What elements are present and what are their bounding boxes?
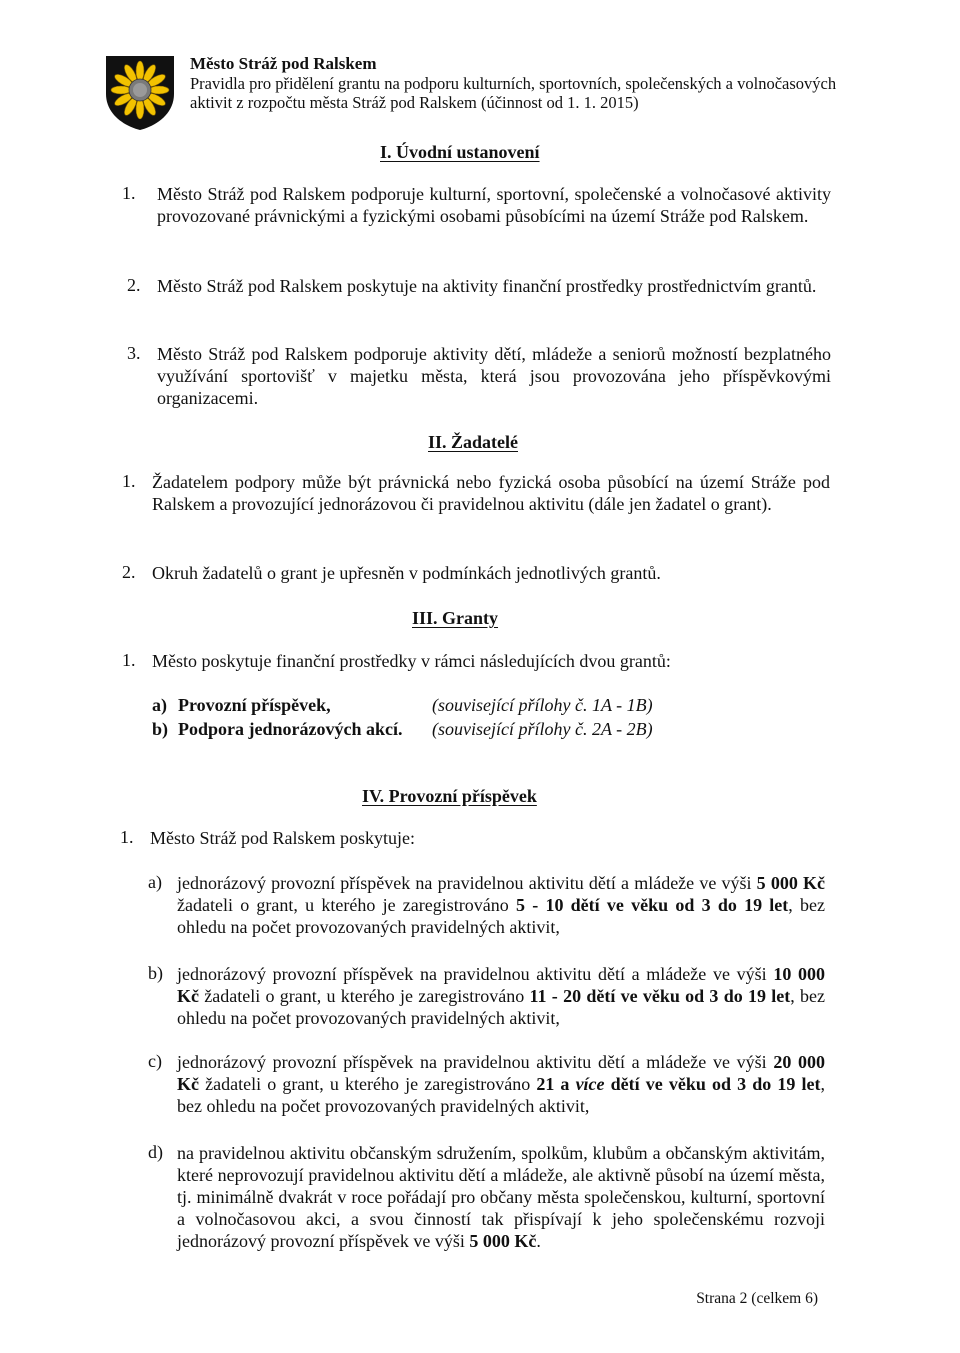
- grant-list-item: [152, 694, 653, 716]
- item-number: 2.: [127, 275, 141, 295]
- grant-attachment-ref: (související přílohy č. 1A - 1B): [432, 695, 653, 715]
- grant-name: Provozní příspěvek,: [178, 695, 331, 715]
- text-run: žadateli o grant, u kterého je zaregistrováno: [199, 986, 530, 1006]
- subsidy-condition-emphasis: více: [575, 1074, 605, 1094]
- subsidy-condition: dětí ve věku od 3 do 19 let: [604, 1074, 821, 1094]
- text-run: žadateli o grant, u kterého je zaregistrováno: [199, 1074, 537, 1094]
- paragraph: Město Stráž pod Ralskem podporuje aktivity dětí, mládeže a seniorů možností bezplatného využívání sportovišť v majetku města, která jsou provozována jeho příspěvkovými organizacemi.: [157, 344, 831, 408]
- subsidy-amount: 5 000 Kč: [469, 1231, 537, 1251]
- subsidy-amount: 5 000 Kč: [756, 873, 825, 893]
- text-run: , bez ohledu na počet provozovaných pravidelných aktivit,: [177, 1074, 825, 1116]
- paragraph: Město Stráž pod Ralskem poskytuje na aktivity finanční prostředky prostřednictvím grantů.: [157, 276, 817, 296]
- section-heading-4: IV. Provozní příspěvek: [362, 786, 537, 806]
- subsidy-paragraph: [177, 1142, 825, 1252]
- header-subtitle-line1: Pravidla pro přidělení grantu na podporu kulturních, sportovních, společenských a volnočasových: [190, 73, 837, 93]
- grant-name: Podpora jednorázových akcí.: [178, 719, 403, 739]
- section-heading-3: III. Granty: [412, 608, 499, 628]
- text-run: na pravidelnou aktivitu občanským sdružením, spolkům, klubům a občanským aktivitám, které neprovozují pravidelnou aktivitu dětí a mládeže, ale aktivně působí na území města, tj. minimálně dvakrát v roce pořádají pro občany města společenskou, kulturní, sportovní a volnočasovou akci, a svou činností tak přispívají k jeho společenskému rozvoji jednorázový provozní příspěvek ve výši: [177, 1143, 825, 1251]
- list-label: d): [148, 1142, 163, 1162]
- paragraph: Město poskytuje finanční prostředky v rámci následujících dvou grantů:: [152, 651, 671, 671]
- text-run: , bez ohledu na počet provozovaných pravidelných aktivit,: [177, 895, 825, 937]
- item-number: 1.: [122, 183, 136, 203]
- grant-attachment-ref: (související přílohy č. 2A - 2B): [432, 719, 653, 739]
- page-number: Strana 2 (celkem 6): [696, 1290, 818, 1307]
- subsidy-condition: 5 - 10 dětí ve věku od 3 do 19 let: [515, 895, 789, 915]
- text-run: .: [536, 1231, 541, 1251]
- subsidy-paragraph: [177, 963, 825, 1029]
- list-label: b): [148, 963, 163, 983]
- paragraph: Město Stráž pod Ralskem podporuje kulturní, sportovní, společenské a volnočasové aktivity provozované právnickými a fyzickými osobami působícími na území Stráže pod Ralskem.: [157, 184, 831, 226]
- paragraph: Město Stráž pod Ralskem poskytuje:: [150, 828, 415, 848]
- list-label: b): [152, 719, 169, 739]
- item-number: 1.: [122, 471, 136, 491]
- list-label: c): [148, 1051, 162, 1071]
- text-run: , bez ohledu na počet provozovaných pravidelných aktivit,: [177, 986, 825, 1028]
- subsidy-paragraph: [177, 1051, 825, 1117]
- subsidy-amount: 10 000 Kč: [177, 964, 825, 1006]
- text-run: jednorázový provozní příspěvek na pravidelnou aktivitu dětí a mládeže ve výši: [177, 1052, 774, 1072]
- text-run: jednorázový provozní příspěvek na pravidelnou aktivitu dětí a mládeže ve výši: [177, 873, 757, 893]
- coat-of-arms-logo: [104, 54, 176, 132]
- section-heading-1: I. Úvodní ustanovení: [380, 142, 540, 162]
- document-header: [190, 54, 836, 113]
- list-label: a): [152, 695, 167, 715]
- text-run: jednorázový provozní příspěvek na pravidelnou aktivitu dětí a mládeže ve výši: [177, 964, 774, 984]
- subsidy-condition: 11 - 20 dětí ve věku od 3 do 19 let: [529, 986, 791, 1006]
- list-label: a): [148, 872, 162, 892]
- subsidy-amount: 20 000 Kč: [177, 1052, 825, 1094]
- municipality-name: Město Stráž pod Ralskem: [190, 54, 377, 73]
- subsidy-paragraph: [177, 872, 825, 938]
- subsidy-condition: 21 a: [536, 1074, 576, 1094]
- grant-list-item: [152, 718, 653, 740]
- paragraph: Žadatelem podpory může být právnická nebo fyzická osoba působící na území Stráže pod Ralskem a provozující jednorázovou či pravidelnou aktivitu (dále jen žadatel o grant).: [152, 472, 830, 514]
- item-number: 2.: [122, 562, 136, 582]
- text-run: žadateli o grant, u kterého je zaregistrováno: [177, 895, 516, 915]
- item-number: 3.: [127, 343, 141, 363]
- header-subtitle-line2: aktivit z rozpočtu města Stráž pod Ralskem (účinnost od 1. 1. 2015): [190, 93, 639, 112]
- section-heading-2: II. Žadatelé: [428, 432, 518, 452]
- paragraph: Okruh žadatelů o grant je upřesněn v podmínkách jednotlivých grantů.: [152, 563, 661, 583]
- item-number: 1.: [122, 650, 136, 670]
- item-number: 1.: [120, 827, 134, 847]
